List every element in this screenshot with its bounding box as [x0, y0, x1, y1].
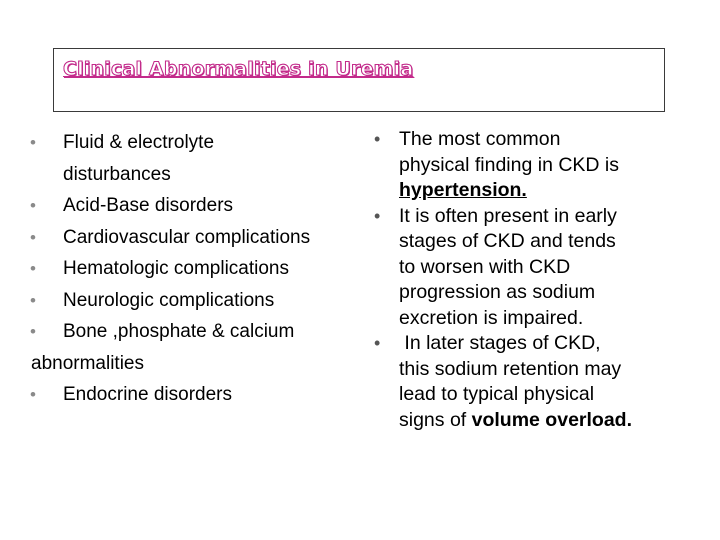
right-bullet-list	[330, 127, 715, 433]
list-item-text-start: signs of	[399, 408, 472, 431]
list-item-text: excretion is impaired.	[399, 306, 584, 329]
bullet-icon: •	[30, 133, 36, 152]
list-item	[0, 379, 355, 411]
bullet-icon: •	[30, 196, 36, 215]
list-item	[0, 316, 355, 379]
list-item-text: Hematologic complications	[63, 258, 289, 279]
list-item-text: It is often present in early	[399, 204, 617, 227]
list-item	[0, 127, 355, 190]
bullet-icon: •	[30, 227, 36, 247]
list-item-text: physical finding in CKD is	[399, 153, 620, 176]
title-box	[53, 48, 665, 112]
bullet-icon: •	[30, 322, 36, 341]
list-item-text	[399, 408, 715, 434]
list-item-text: to worsen with CKD	[399, 255, 571, 278]
list-item-text: lead to typical physical	[399, 383, 595, 405]
list-item	[0, 222, 355, 254]
list-item	[330, 127, 715, 204]
bullet-icon: •	[374, 333, 381, 353]
list-item	[330, 331, 715, 433]
list-item	[0, 285, 355, 317]
list-item-text: Neurologic complications	[63, 289, 275, 311]
list-item-text: Endocrine disorders	[63, 384, 232, 405]
bullet-icon: •	[30, 385, 36, 404]
list-item-text: this sodium retention may	[399, 357, 622, 380]
list-item-text: Cardiovascular complications	[63, 226, 311, 248]
list-item-text: disturbances	[63, 163, 171, 185]
list-item-text: stages of CKD and tends	[399, 230, 616, 252]
list-item-text: Acid-Base disorders	[63, 195, 234, 216]
bullet-icon: •	[374, 129, 381, 149]
list-item	[0, 253, 355, 285]
list-item-text: Bone ,phosphate & calcium	[63, 321, 295, 342]
bullet-icon: •	[374, 205, 381, 226]
bullet-icon: •	[30, 259, 36, 278]
list-item	[330, 204, 715, 332]
list-item-text: Fluid & electrolyte	[63, 132, 215, 153]
bullet-icon: •	[30, 290, 36, 310]
list-item-text: In later stages of CKD,	[399, 332, 601, 354]
left-bullet-list	[0, 127, 355, 411]
page-title: Clinical Abnormalities in Uremia	[63, 58, 414, 80]
list-item	[0, 190, 355, 222]
list-item-text: The most common	[399, 128, 561, 150]
emphasis-text: volume overload.	[471, 408, 633, 431]
emphasis-text: hypertension.	[399, 179, 527, 201]
list-item-text: progression as sodium	[399, 281, 596, 303]
list-item-text: abnormalities	[31, 352, 144, 374]
